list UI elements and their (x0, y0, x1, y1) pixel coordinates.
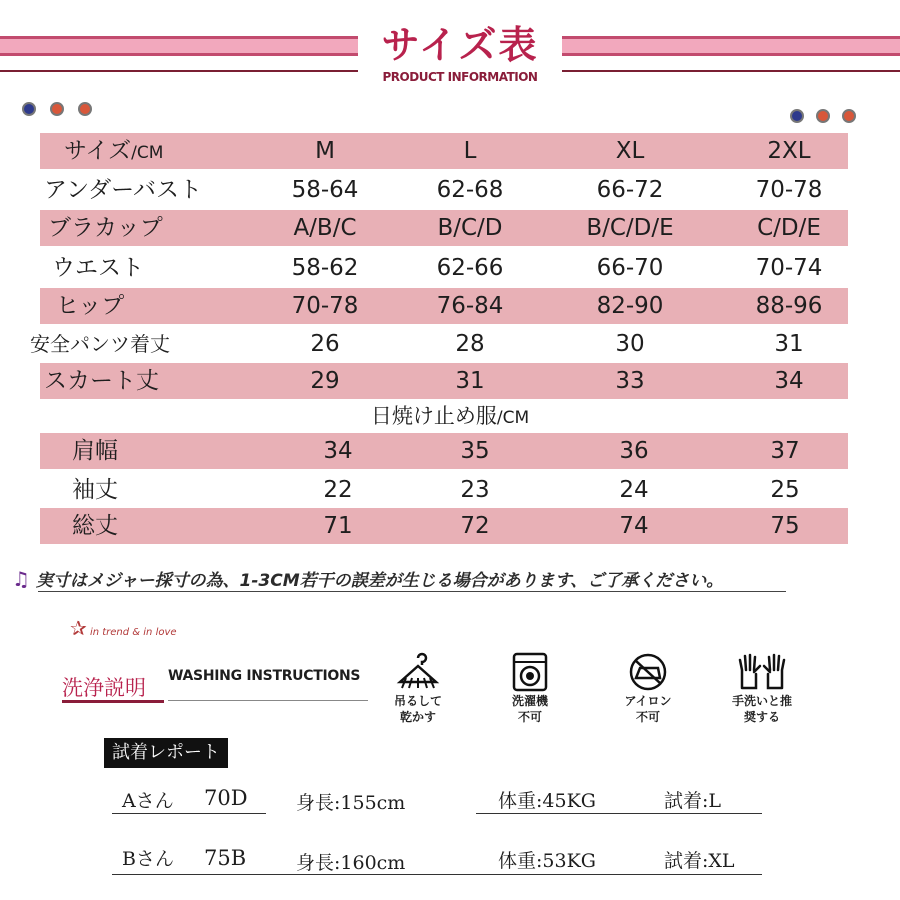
table-cell: 37 (770, 438, 800, 464)
wash-label: 吊るして (393, 694, 442, 708)
table-cell: 34 (774, 368, 804, 394)
table-cell: 24 (619, 477, 649, 503)
note-underline (38, 591, 786, 592)
washing-title-en-line (168, 700, 368, 701)
dot-icon (22, 102, 36, 116)
row-label: 総丈 (72, 513, 118, 539)
header-unit-text: /CM (131, 143, 164, 163)
table-cell: B/C/D/E (586, 215, 674, 241)
hand-wash-icon (734, 652, 790, 692)
dot-icon (78, 102, 92, 116)
table-row (40, 433, 848, 469)
table-cell: 22 (323, 477, 353, 503)
table-row (40, 288, 848, 324)
column-header-2xl: 2XL (767, 138, 811, 164)
sunwear-subheading (0, 400, 900, 430)
brand-logo (70, 616, 177, 640)
wash-label: 洗濯機 (511, 694, 548, 708)
washing-title-jp: 洗浄説明 (62, 676, 146, 700)
table-cell: B/C/D (437, 215, 503, 241)
person-height: 身長:155cm (296, 792, 406, 814)
table-cell: 58-62 (291, 255, 359, 281)
page-title: サイズ表 (381, 23, 539, 67)
washing-machine-icon (508, 652, 552, 692)
header-bar-left (0, 36, 358, 56)
table-cell: 70-78 (755, 177, 823, 203)
column-header-l: L (463, 138, 477, 164)
wash-label: 奨する (743, 710, 780, 724)
person-tried-size: 試着:L (664, 790, 722, 812)
table-cell: 75 (770, 513, 800, 539)
row-label: 安全パンツ着丈 (30, 332, 170, 356)
column-header-xl: XL (615, 138, 645, 164)
table-row (40, 250, 848, 286)
wash-label: 乾かす (399, 710, 436, 724)
table-cell: 31 (455, 368, 485, 394)
table-cell: 88-96 (755, 293, 823, 319)
row-label: スカート丈 (44, 368, 159, 394)
table-cell: 25 (770, 477, 800, 503)
dot-icon (50, 102, 64, 116)
table-header-row (40, 133, 848, 169)
fitting-report-title: 試着レポート (104, 738, 228, 768)
person-weight: 体重:53KG (498, 850, 596, 872)
table-row (40, 172, 848, 208)
row-label: 肩幅 (72, 438, 118, 464)
table-cell: C/D/E (757, 215, 821, 241)
table-cell: 66-70 (596, 255, 664, 281)
wash-label: 不可 (635, 710, 660, 724)
table-cell: 66-72 (596, 177, 664, 203)
row-label: ヒップ (56, 293, 125, 319)
washing-title-en: WASHING INSTRUCTIONS (168, 668, 361, 684)
table-row (40, 210, 848, 246)
dot-icon (816, 109, 830, 123)
table-cell: 82-90 (596, 293, 664, 319)
table-cell: A/B/C (293, 215, 357, 241)
column-header-m: M (315, 138, 335, 164)
person-tried-size: 試着:XL (664, 850, 735, 872)
table-row (40, 472, 848, 508)
person-bra-size: 70D (204, 786, 248, 810)
subheading-unit: /CM (496, 408, 530, 428)
measurement-note (12, 566, 723, 591)
table-cell: 26 (310, 331, 340, 357)
person-bra-size: 75B (204, 846, 247, 870)
table-header-label (64, 133, 163, 169)
wash-item-hand-wash (722, 652, 802, 724)
table-cell: 70-78 (291, 293, 359, 319)
subheading-text: 日焼け止め服 (370, 404, 497, 428)
table-cell: 34 (323, 438, 353, 464)
star-logo-icon: ✰ (70, 616, 87, 640)
no-iron-icon (626, 652, 670, 692)
header-underline-right (562, 70, 900, 72)
table-cell: 29 (310, 368, 340, 394)
table-row (40, 363, 848, 399)
header-bar-right (562, 36, 900, 56)
person-name: Bさん (122, 848, 174, 870)
table-cell: 62-68 (436, 177, 504, 203)
table-cell: 76-84 (436, 293, 504, 319)
row-label: 袖丈 (72, 477, 118, 503)
row-label: ブラカップ (48, 215, 163, 241)
note-text: 実寸はメジャー採寸の為、1-3CM若干の誤差が生じる場合があります、ご了承ください。 (35, 571, 724, 591)
table-row (40, 508, 848, 544)
table-cell: 36 (619, 438, 649, 464)
page-subtitle: PRODUCT INFORMATION (382, 70, 538, 84)
wash-label: 手洗いと推 (731, 694, 792, 708)
table-cell: 31 (774, 331, 804, 357)
table-row (30, 326, 848, 362)
wash-label: アイロン (624, 694, 672, 708)
row-label: ウエスト (52, 255, 144, 281)
dot-icon (790, 109, 804, 123)
washing-title-underline (62, 700, 164, 703)
table-cell: 28 (455, 331, 485, 357)
wash-label: 不可 (517, 710, 542, 724)
row-divider (112, 813, 266, 814)
hanger-dry-icon (396, 652, 440, 692)
table-cell: 35 (460, 438, 490, 464)
person-weight: 体重:45KG (498, 790, 596, 812)
brand-text: in trend & in love (89, 627, 177, 638)
table-cell: 71 (323, 513, 353, 539)
wash-item-no-machine (490, 652, 570, 724)
wash-item-hang-dry (378, 652, 458, 724)
music-note-icon: ♫ (12, 567, 30, 591)
person-height: 身長:160cm (296, 852, 406, 874)
header-label-text: サイズ (64, 138, 132, 164)
table-cell: 30 (615, 331, 645, 357)
table-cell: 70-74 (755, 255, 823, 281)
row-divider (476, 813, 762, 814)
table-cell: 33 (615, 368, 645, 394)
table-cell: 74 (619, 513, 649, 539)
wash-item-no-iron (608, 652, 688, 724)
table-cell: 62-66 (436, 255, 504, 281)
table-cell: 58-64 (291, 177, 359, 203)
row-label: アンダーバスト (44, 177, 203, 203)
header-underline-left (0, 70, 358, 72)
table-cell: 72 (460, 513, 490, 539)
table-cell: 23 (460, 477, 490, 503)
person-name: Aさん (122, 790, 174, 812)
dot-icon (842, 109, 856, 123)
row-divider (112, 874, 762, 875)
